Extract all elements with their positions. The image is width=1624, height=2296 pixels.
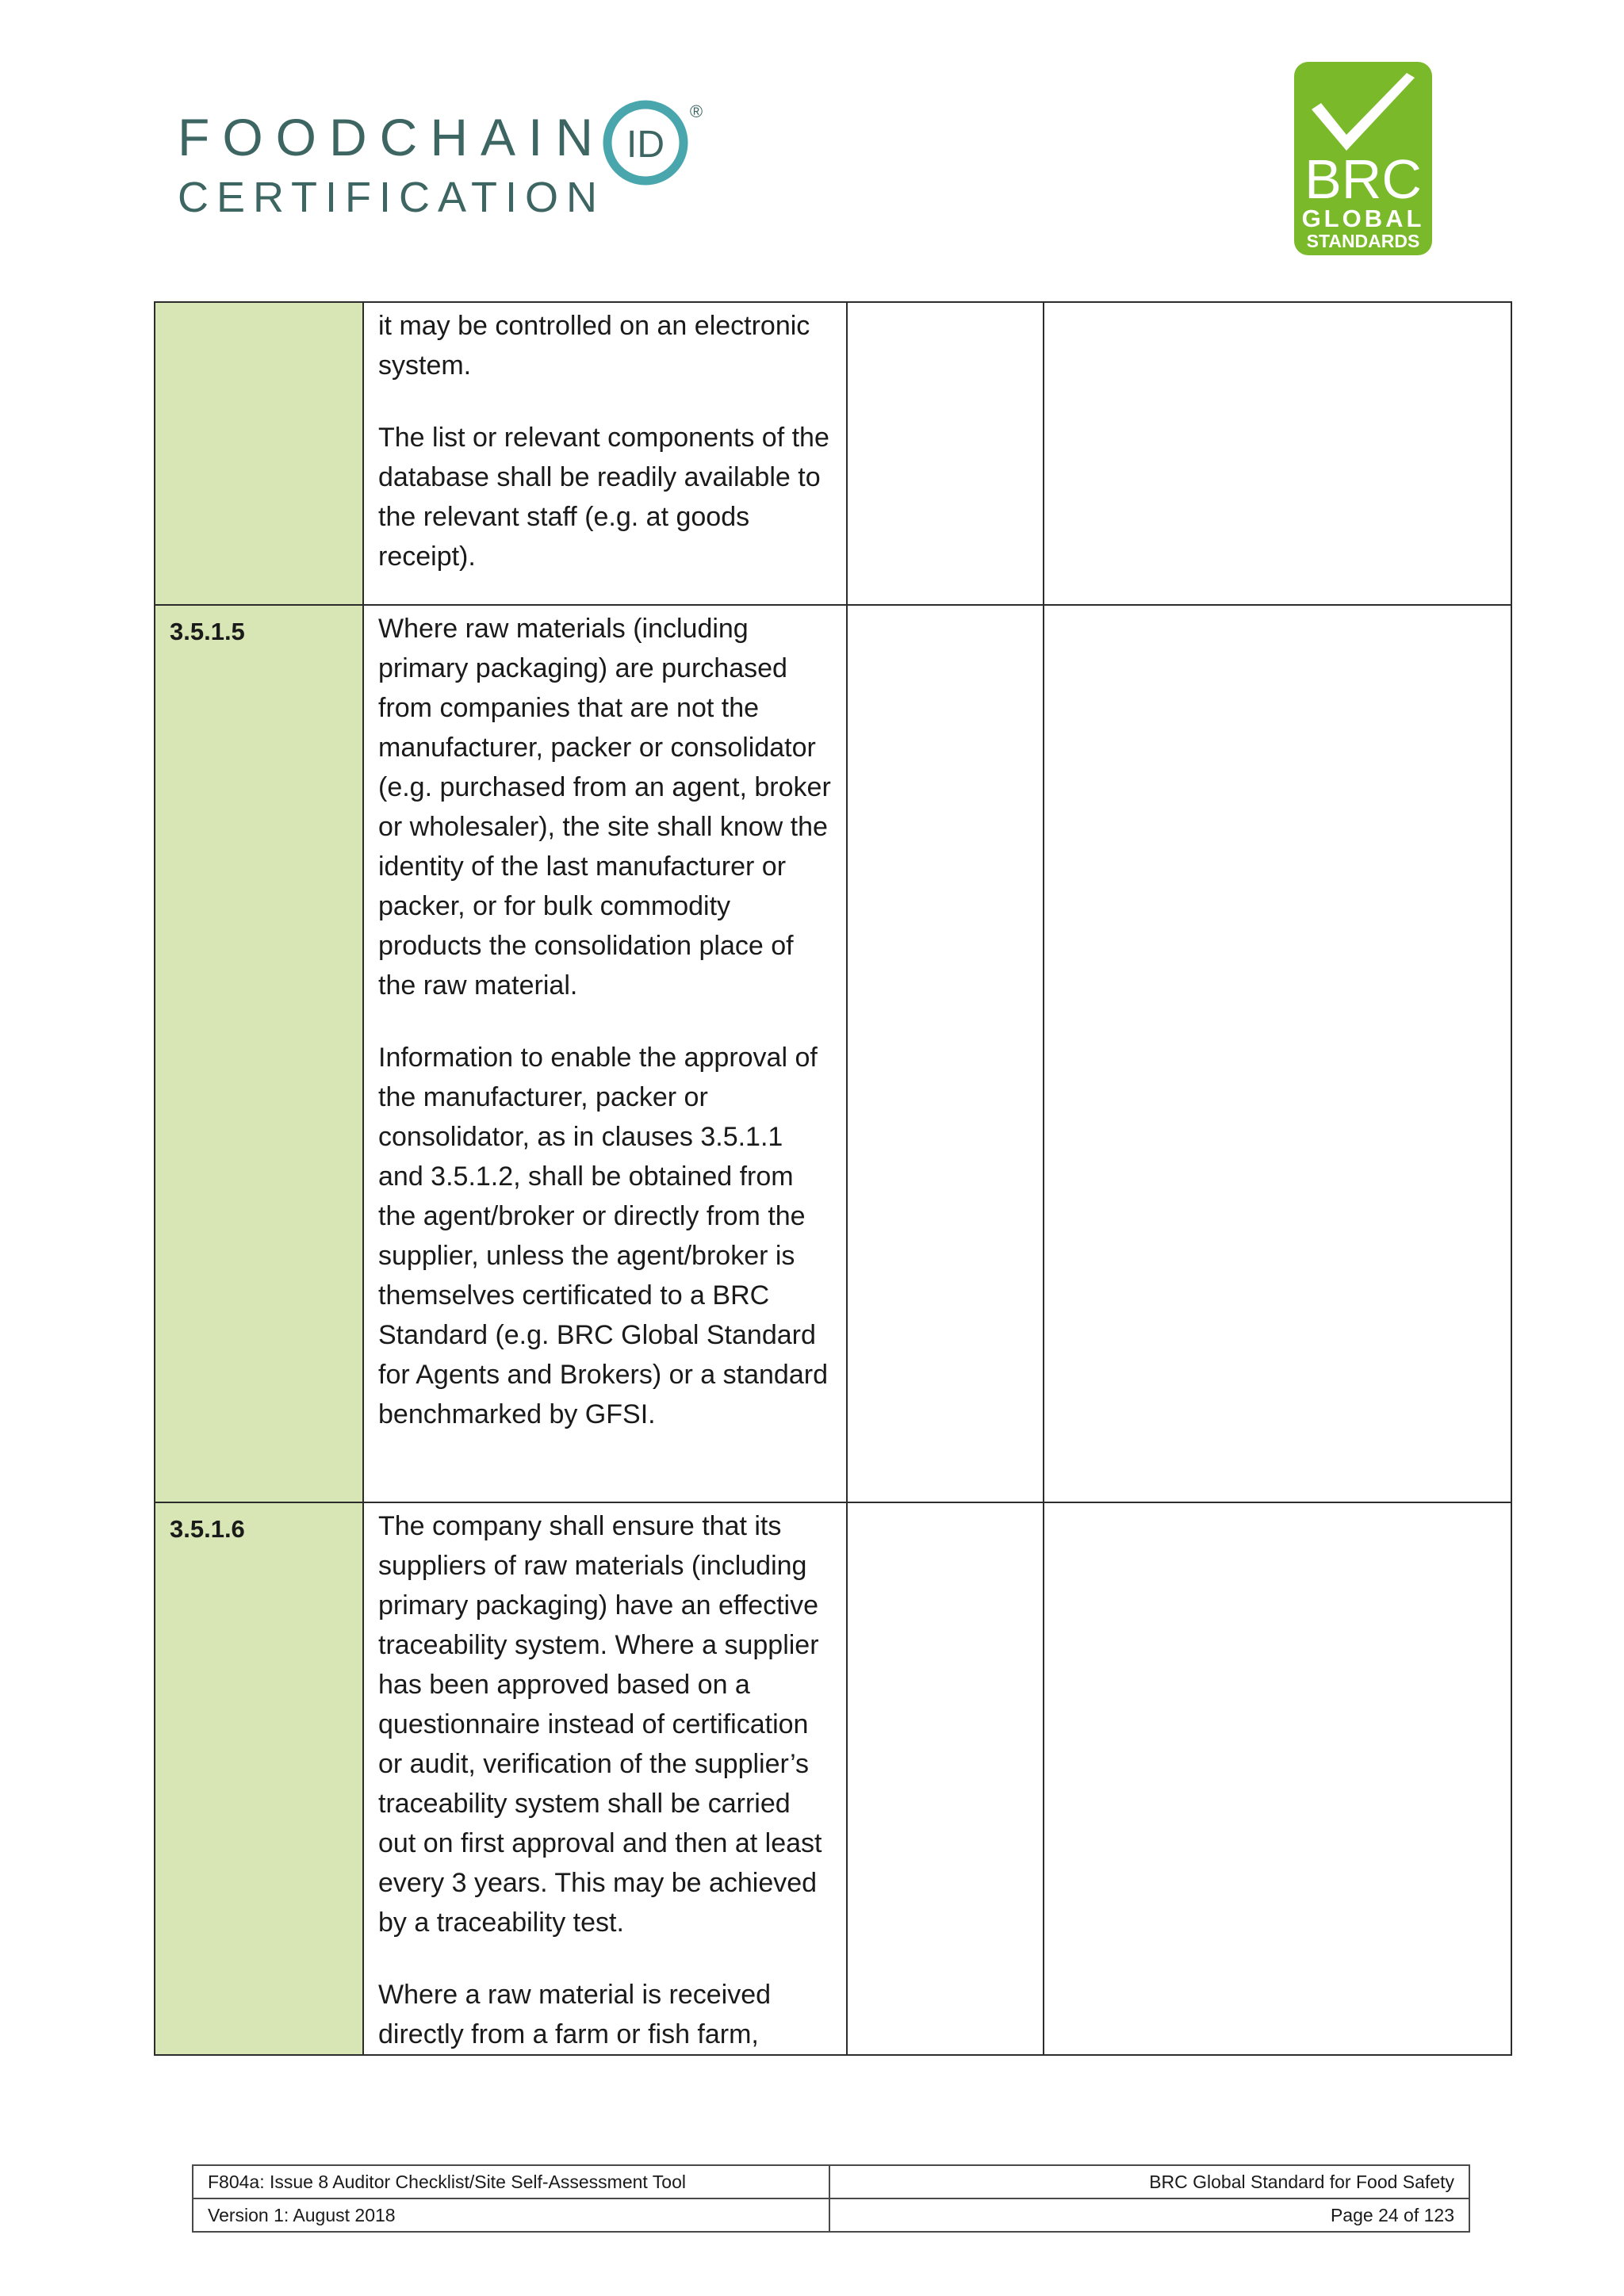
evidence-cell[interactable] xyxy=(847,302,1044,605)
clause-cell xyxy=(155,1502,363,2055)
brc-text: BRC xyxy=(1304,148,1422,210)
logo-text-foodchain: FOODCHAIN xyxy=(178,108,606,166)
evidence-cell[interactable] xyxy=(847,605,1044,1502)
comments-cell[interactable] xyxy=(1044,605,1511,1502)
evidence-cell[interactable] xyxy=(847,1502,1044,2055)
clause-number: 3.5.1.5 xyxy=(170,618,245,645)
checklist-table xyxy=(154,301,1512,2056)
requirement-paragraph: Where a raw material is received directly from a farm or fish farm, xyxy=(378,1980,772,2049)
requirement-paragraph: it may be controlled on an electronic system. xyxy=(378,311,810,381)
clause-cell xyxy=(155,605,363,1502)
clause-number xyxy=(155,303,362,309)
logo-text-certification: CERTIFICATION xyxy=(178,174,606,221)
requirement-paragraph: The list or relevant components of the database shall be readily available to the relevant staff (e.g. at goods receipt). xyxy=(378,423,829,572)
requirement-cell xyxy=(363,605,847,1502)
footer-doc-ref: F804a: Issue 8 Auditor Checklist/Site Self-Assessment Tool xyxy=(193,2165,829,2198)
requirement-paragraph: Where raw materials (including primary packaging) are purchased from companies that are not the manufacturer, packer or consolidator (e.g. purchased from an agent, broker or wholesaler), the site shall know the identity of the last manufacturer or packer, or for bulk commodity products the consolidation place of the raw material. xyxy=(378,614,831,1001)
requirement-paragraph: The company shall ensure that its suppliers of raw materials (including primary packaging) have an effective traceability system. Where a supplier has been approved based on a questionnaire instead of certification or audit, verification of the supplier’s traceability system shall be carried out on first approval and then at least every 3 years. This may be achieved by a traceability test. xyxy=(378,1511,822,1938)
clause-cell xyxy=(155,302,363,605)
global-text: GLOBAL xyxy=(1301,205,1425,232)
footer-page-number: Page 24 of 123 xyxy=(829,2198,1469,2232)
table-row xyxy=(155,605,1511,1502)
page-footer xyxy=(192,2164,1470,2233)
requirement-cell xyxy=(363,302,847,605)
brc-global-standards-logo xyxy=(1294,62,1432,255)
registered-mark: ® xyxy=(689,101,703,121)
requirement-paragraph: Information to enable the approval of the manufacturer, packer or consolidator, as in clauses 3.5.1.1 and 3.5.1.2, shall be obtained from the agent/broker or directly from the supplier, unless the agent/broker is themselves certificated to a BRC Standard (e.g. BRC Global Standard for Agents and Brokers) or a standard benchmarked by GFSI. xyxy=(378,1043,828,1429)
table-row xyxy=(155,302,1511,605)
footer-standard: BRC Global Standard for Food Safety xyxy=(829,2165,1469,2198)
standards-text: STANDARDS xyxy=(1306,231,1420,251)
footer-version: Version 1: August 2018 xyxy=(193,2198,829,2232)
comments-cell[interactable] xyxy=(1044,1502,1511,2055)
requirement-cell xyxy=(363,1502,847,2055)
table-row xyxy=(155,1502,1511,2055)
id-ring-icon xyxy=(601,94,703,192)
comments-cell[interactable] xyxy=(1044,302,1511,605)
clause-number: 3.5.1.6 xyxy=(170,1515,245,1543)
foodchain-id-logo xyxy=(178,94,733,228)
id-mark-text: ID xyxy=(626,124,665,166)
